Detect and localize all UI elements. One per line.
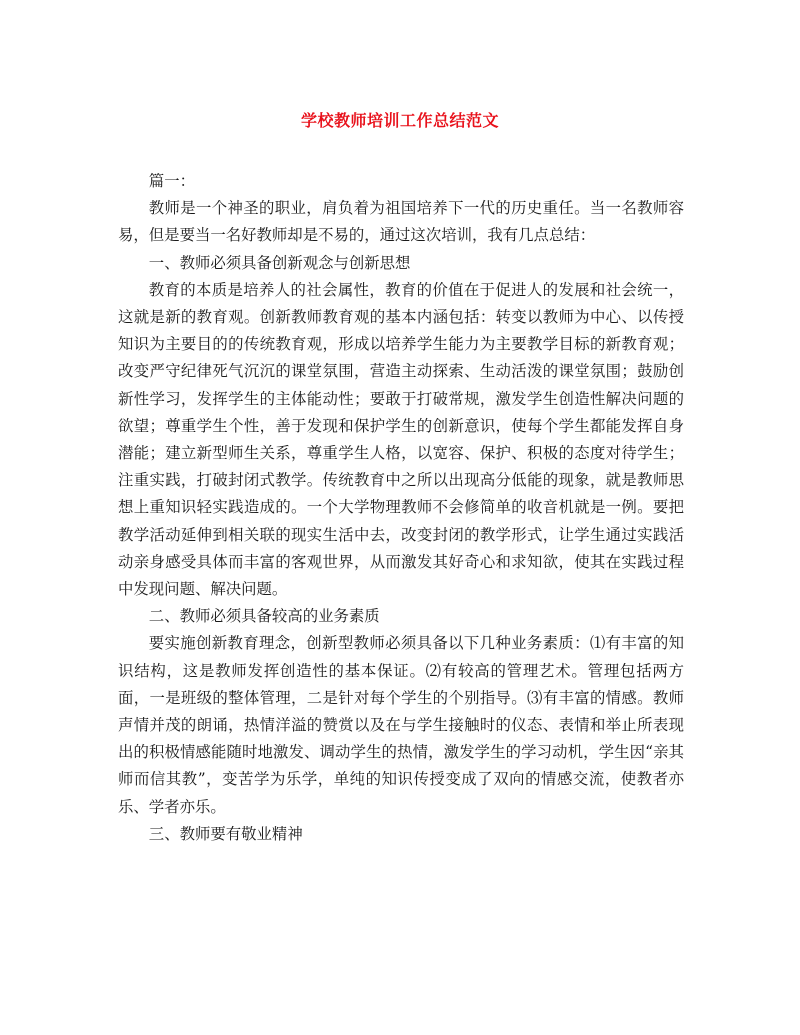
heading-innovation: 一、教师必须具备创新观念与创新思想 [148,253,411,272]
heading-dedication: 三、教师要有敬业精神 [148,824,303,843]
heading-professional-quality: 二、教师必须具备较高的业务素质 [148,607,380,626]
paragraph-innovation: 教育的本质是培养人的社会属性，教育的价值在于促进人的发展和社会统一，这就是新的教育观。创新教师教育观的基本内涵包括：转变以教师为中心、以传授知识为主要目的的传统教育观，形成以培养学生能力为主要教学目标的新教育观；改变严守纪律死气沉沉的课堂氛围，营造主动探索、生动活泼的课堂氛围；鼓励创新性学习，发挥学生的主体能动性；要敢于打破常规，激发学生创造性解决问题的欲望；尊重学生个性，善于发现和保护学生的创新意识，使每个学生都能发挥自身潜能；建立新型师生关系，尊重学生人格，以宽容、保护、积极的态度对待学生；注重实践，打破封闭式教学。传统教育中之所以出现高分低能的现象，就是教师思想上重知识轻实践造成的。一个大学物理教师不会修简单的收音机就是一例。要把教学活动延伸到相关联的现实生活中去，改变封闭的教学形式，让学生通过实践活动亲身感受具体而丰富的客观世界，从而激发其好奇心和求知欲，使其在实践过程中发现问题、解决问题。 [118,280,684,599]
document-title: 学校教师培训工作总结范文 [300,111,499,130]
section-label-part-one: 篇一： [148,172,195,190]
document-body [118,168,684,848]
intro-paragraph: 教师是一个神圣的职业，肩负着为祖国培养下一代的历史重任。当一名教师容易，但是要当一名好教师却是不易的，通过这次培训，我有几点总结： [118,199,684,245]
paragraph-professional-quality: 要实施创新教育理念，创新型教师必须具备以下几种业务素质：⑴有丰富的知识结构，这是教师发挥创造性的基本保证。⑵有较高的管理艺术。管理包括两方面，一是班级的整体管理，二是针对每个学生的个别指导。⑶有丰富的情感。教师声情并茂的朗诵，热情洋溢的赞赏以及在与学生接触时的仪态、表情和举止所表现出的积极情感能随时地激发、调动学生的热情，激发学生的学习动机，学生因“亲其师而信其教”，变苦学为乐学，单纯的知识传授变成了双向的情感交流，使教者亦乐、学者亦乐。 [118,634,684,816]
